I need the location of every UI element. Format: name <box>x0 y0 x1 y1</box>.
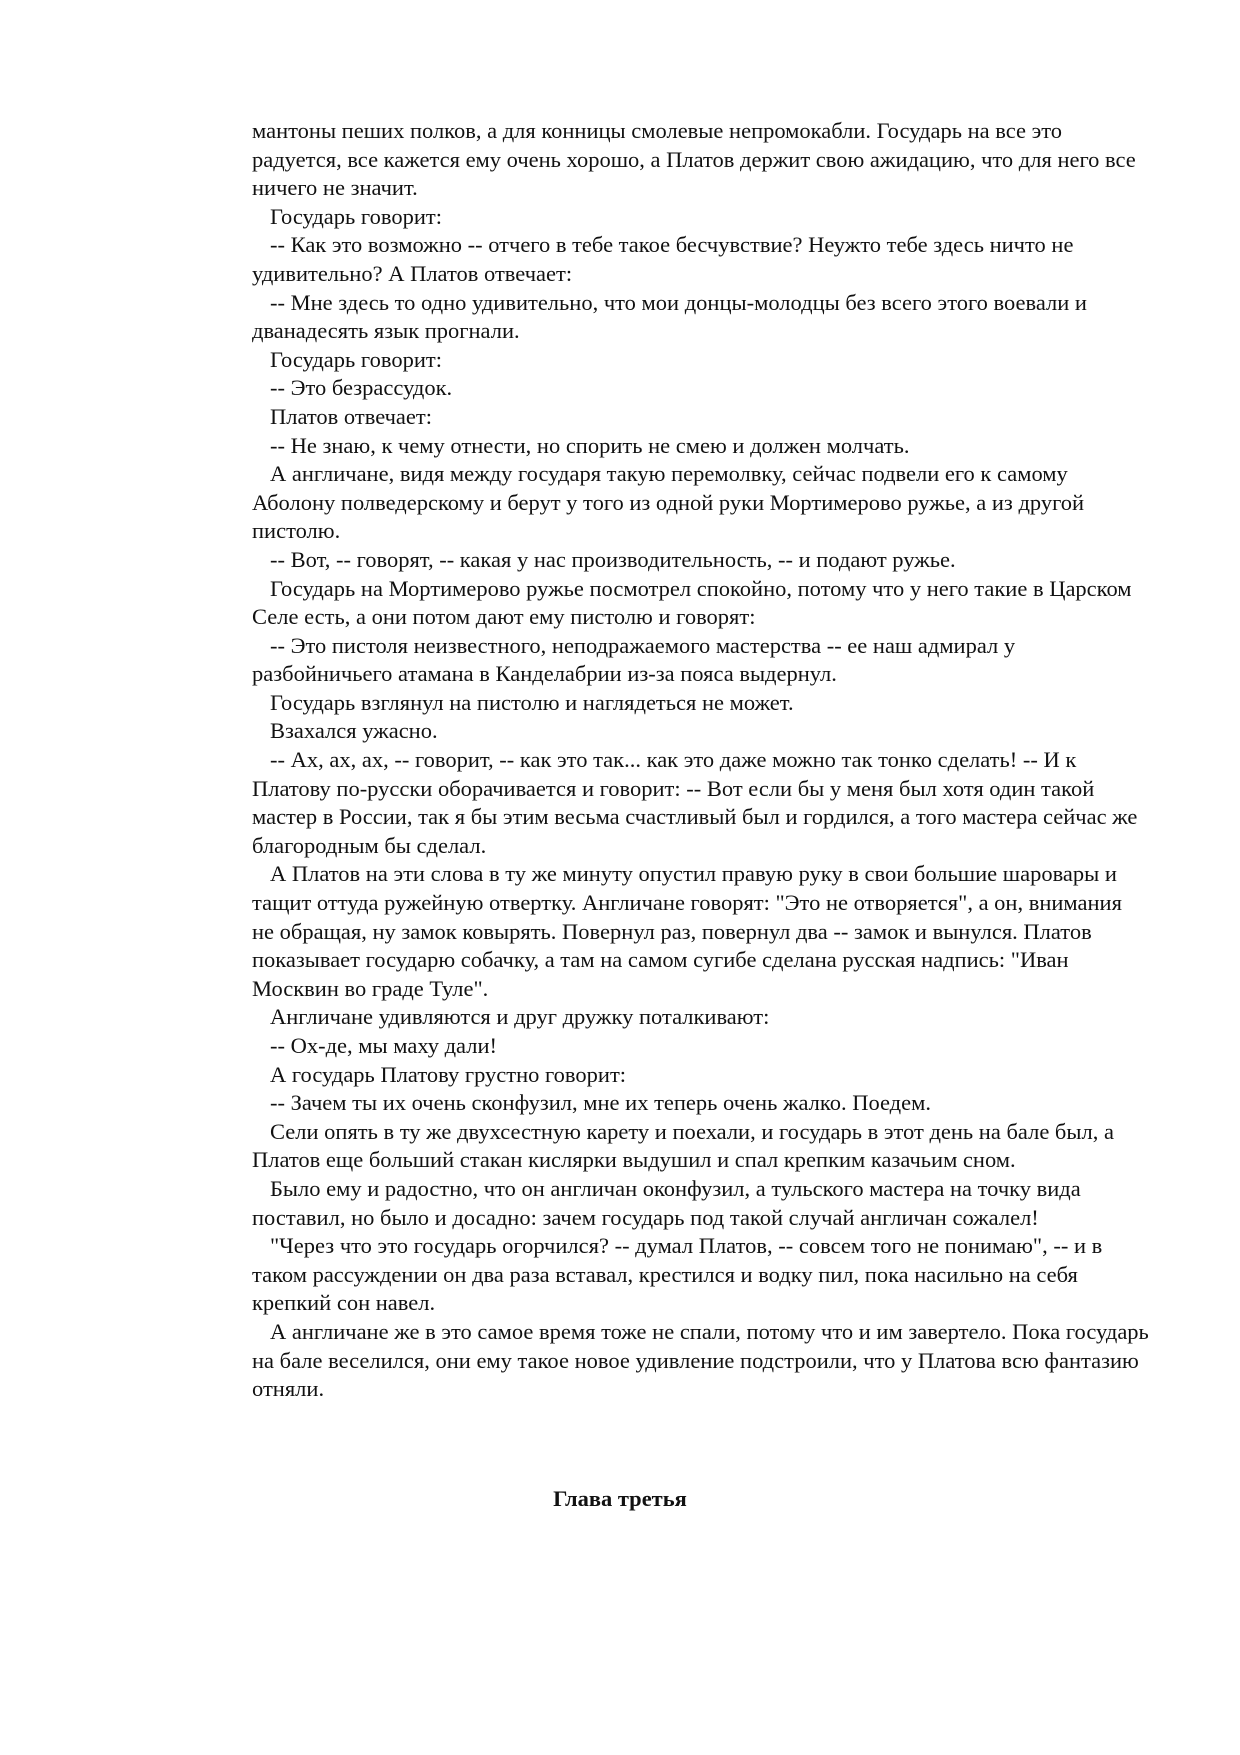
paragraph: -- Не знаю, к чему отнести, но спорить не смею и должен молчать. <box>270 432 910 458</box>
paragraph: Государь на Мортимерово ружье посмотрел спокойно, потому что у него такие в Царском Селе есть, а они потом дают ему пистолю и говорят: <box>252 575 1132 630</box>
paragraph: -- Ах, ах, ах, -- говорит, -- как это так... как это даже можно так тонко сделать! -- И к Платову по-русски оборачивается и говорит: -- Вот если бы у меня был хотя один такой мастер в России, так я бы этим весьма счастливый был и гордился, а того мастера сейчас же благородным бы сделал. <box>252 747 1138 858</box>
paragraph: Англичане удивляются и друг дружку поталкивают: <box>270 1004 770 1030</box>
paragraph: Государь взглянул на пистолю и наглядеться не может. <box>270 689 794 715</box>
paragraph: -- Это безрассудок. <box>270 375 453 401</box>
paragraph: Было ему и радостно, что он англичан оконфузил, а тульского мастера на точку вида поставил, но было и досадно: зачем государь под такой случай англичан сожалел! <box>252 1175 1081 1230</box>
paragraph: Взахался ужасно. <box>270 718 438 744</box>
paragraph: -- Зачем ты их очень сконфузил, мне их теперь очень жалко. Поедем. <box>270 1090 931 1116</box>
paragraph: А англичане же в это самое время тоже не спали, потому что и им завертело. Пока государь на бале веселился, они ему такое новое удивление подстроили, что у Платова всю фантазию отняли. <box>252 1318 1149 1402</box>
paragraph: Сели опять в ту же двухсестную карету и поехали, и государь в этот день на бале был, а Платов еще больший стакан кислярки выдушил и спал крепким казачьим сном. <box>252 1118 1114 1173</box>
paragraph: -- Вот, -- говорят, -- какая у нас производительность, -- и подают ружье. <box>270 546 956 572</box>
paragraph: А государь Платову грустно говорит: <box>270 1061 627 1087</box>
paragraph: -- Ох-де, мы маху дали! <box>270 1033 497 1058</box>
paragraph: -- Как это возможно -- отчего в тебе такое бесчувствие? Неужто тебе здесь ничто не удивительно? А Платов отвечает: <box>252 232 1074 286</box>
paragraph: А Платов на эти слова в ту же минуту опустил правую руку в свои большие шаровары и тащит оттуда ружейную отвертку. Англичане говорят: "Это не отворяется", а он, внимания не обращая, ну замок ковырять. Повернул раз, повернул два -- замок и вынулся. Платов показывает государю собачку, а там на самом сугибе сделана русская надпись: "Иван Москвин во граде Туле". <box>252 861 1122 1001</box>
paragraph: Государь говорит: <box>270 346 442 372</box>
paragraph: Платов отвечает: <box>270 403 432 429</box>
chapter-title: Глава третья <box>553 1486 687 1511</box>
paragraph: Государь говорит: <box>270 203 442 229</box>
paragraph: мантоны пеших полков, а для конницы смолевые непромокабли. Государь на все это радуется, все кажется ему очень хорошо, а Платов держит свою ажидацию, что для него все ничего не значит. <box>252 118 1136 201</box>
paragraph: -- Мне здесь то одно удивительно, что мои донцы-молодцы без всего этого воевали и дванадесять язык прогнали. <box>252 289 1087 344</box>
paragraph: А англичане, видя между государя такую перемолвку, сейчас подвели его к самому Аболону полведерскому и берут у того из одной руки Мортимерово ружье, а из другой пистолю. <box>252 461 1085 544</box>
paragraph: "Через что это государь огорчился? -- думал Платов, -- совсем того не понимаю", -- и в таком рассуждении он два раза вставал, крестился и водку пил, пока насильно на себя крепкий сон навел. <box>252 1233 1103 1316</box>
paragraph: -- Это пистоля неизвестного, неподражаемого мастерства -- ее наш адмирал у разбойничьего атамана в Канделабрии из-за пояса выдернул. <box>252 632 1016 687</box>
body-text <box>252 117 1149 1404</box>
